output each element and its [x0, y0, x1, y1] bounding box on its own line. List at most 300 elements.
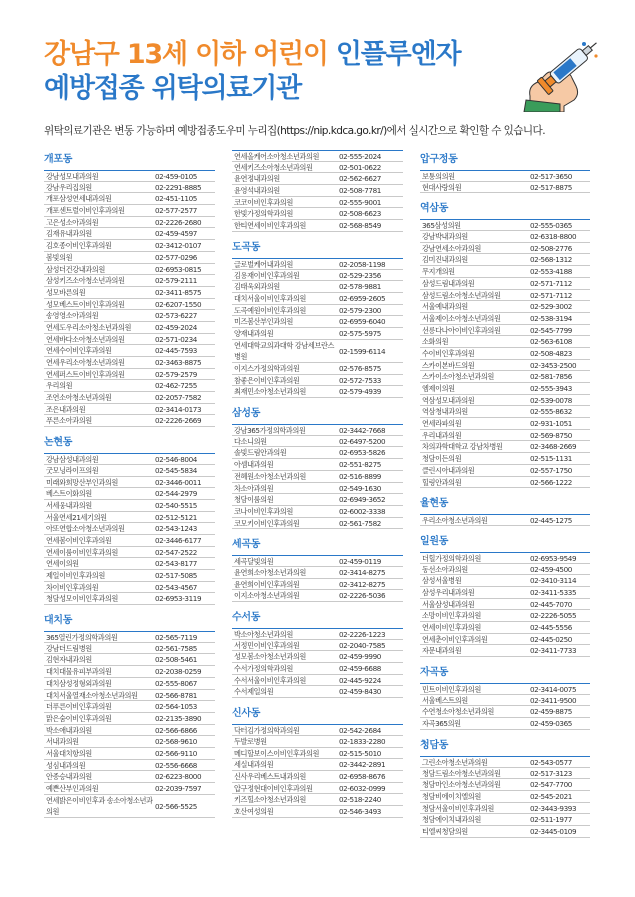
clinic-name: 김미진내과의원 [422, 255, 468, 265]
clinic-row [44, 465, 215, 477]
clinic-row [44, 488, 215, 500]
clinic-name: 송영영소아과의원 [46, 311, 99, 321]
clinic-phone: 02-563-6108 [530, 337, 572, 347]
clinic-name: 우리내과의원 [422, 430, 462, 440]
clinic-row [232, 447, 403, 459]
clinic-phone: 02-566-6866 [155, 725, 197, 735]
clinic-row [232, 663, 403, 675]
clinic-name: 닥터김가정의학과의원 [234, 726, 300, 735]
clinic-name: 차의과학대학교 강남차병원 [422, 442, 503, 452]
clinic-phone: 02-2226-5036 [339, 591, 386, 601]
clinic-row [44, 264, 215, 276]
clinic-row [232, 794, 403, 806]
clinic-row [420, 756, 590, 768]
clinic-row [232, 748, 403, 760]
clinic-name: 세곡달빛의원 [234, 557, 274, 566]
clinic-name: 자곡365의원 [422, 719, 461, 729]
clinic-row [44, 690, 215, 702]
clinic-phone: 02-568-8549 [339, 221, 381, 231]
district-heading: 압구정동 [420, 154, 458, 165]
clinic-row [420, 453, 590, 465]
clinic-row [232, 293, 403, 305]
clinic-phone: 02-517-3650 [530, 172, 572, 181]
clinic-phone: 02-553-4188 [530, 267, 572, 277]
clinic-name: 안종승내과의원 [46, 772, 92, 782]
clinic-name: 더힐가정의학과의원 [422, 553, 481, 563]
clinic-phone: 02-6959-6040 [339, 317, 386, 327]
clinic-name: 윤연희소아청소년과의원 [234, 567, 306, 577]
clinic-phone: 02-2135-3890 [155, 713, 202, 723]
clinic-phone: 02-2038-0259 [155, 667, 202, 677]
clinic-row [420, 564, 590, 576]
clinic-name: 선릉다나아이비인후과의원 [422, 325, 501, 335]
clinic-phone: 02-459-0119 [339, 557, 381, 567]
clinic-row [44, 535, 215, 547]
clinic-phone: 02-451-1105 [155, 194, 197, 204]
clinic-name: 청담성모이비인후과의원 [46, 594, 118, 604]
clinic-name: 맑은숨이비인후과의원 [46, 713, 112, 723]
clinic-row [44, 170, 215, 182]
column-3 [420, 150, 590, 838]
page-title [44, 38, 460, 106]
clinic-phone: 02-571-7112 [530, 278, 572, 288]
clinic-row [232, 590, 403, 602]
clinic-phone: 02-557-1750 [530, 465, 572, 475]
clinic-name: 서내과의원 [46, 737, 79, 747]
clinic-name: 연세우리소아청소년과의원 [46, 358, 125, 367]
title-orange-text: 강남구 13세 이하 어린이 [44, 39, 336, 70]
clinic-row [232, 483, 403, 495]
clinic-name: 서울제이소아청소년과의원 [422, 313, 501, 323]
clinic-phone: 02-517-5085 [155, 571, 197, 580]
clinic-row [420, 418, 590, 430]
clinic-row [420, 348, 590, 360]
clinic-phone: 02-3414-8275 [339, 567, 386, 577]
clinic-row [232, 162, 403, 174]
clinic-phone: 02-3411-7733 [530, 646, 577, 656]
clinic-row [44, 783, 215, 795]
clinic-row [420, 634, 590, 646]
clinic-name: 김현자내과의원 [46, 655, 92, 665]
clinic-row [420, 622, 590, 634]
clinic-phone: 02-555-0365 [530, 221, 572, 231]
clinic-row [420, 406, 590, 418]
clinic-row [420, 791, 590, 803]
district-heading: 논현동 [44, 437, 73, 449]
clinic-name: 개포센트럴이비인후과의원 [46, 206, 125, 216]
district-heading: 율현동 [420, 498, 449, 510]
notice-text: 위탁의료기관은 변동 가능하며 예방접종도우미 누리집(https://nip.kdca.go.kr/)에서 실시간으로 확인할 수 있습니다. [44, 125, 545, 137]
clinic-row [44, 477, 215, 489]
clinic-row [232, 424, 403, 436]
clinic-name: 윤연희이비인후과의원 [234, 579, 300, 589]
clinic-name: 이지소아청소년과의원 [234, 591, 300, 601]
clinic-name: 연세이비인후과의원 [422, 623, 481, 632]
clinic-row [420, 683, 590, 695]
clinic-phone: 02-6002-3338 [339, 506, 386, 516]
clinic-row [44, 240, 215, 252]
clinic-name: 스카이소아청소년과의원 [422, 372, 494, 382]
clinic-row [420, 718, 590, 730]
clinic-name: 박소애내과의원 [46, 725, 92, 735]
clinic-phone: 02-459-4597 [155, 229, 197, 239]
clinic-name: 서울예내과의원 [422, 302, 468, 312]
clinic-name: 소망이비인후과의원 [422, 611, 481, 621]
clinic-name: 봄빛의원 [46, 252, 73, 262]
clinic-name: 수서서울이비인후과의원 [234, 675, 306, 685]
clinic-row [44, 795, 215, 818]
clinic-name: 한빛가정의학과의원 [234, 209, 293, 219]
clinic-row [232, 736, 403, 748]
clinic-row [232, 724, 403, 736]
clinic-phone: 02-518-2240 [339, 795, 381, 805]
clinic-phone: 02-555-3943 [530, 384, 572, 393]
clinic-row [420, 430, 590, 442]
clinic-name: 베스트이화의원 [46, 489, 92, 499]
clinic-phone: 02-3411-8575 [155, 287, 202, 297]
clinic-phone: 02-3414-0075 [530, 685, 577, 695]
clinic-row [420, 514, 590, 526]
clinic-row [420, 371, 590, 383]
clinic-name: 김호종이비인후과의원 [46, 241, 112, 251]
clinic-row [44, 547, 215, 559]
clinic-name: 코나이비인후과의원 [234, 506, 293, 516]
clinic-name: 수연청소아청소년과의원 [422, 707, 494, 717]
title-line-2: 예방접종 위탁의료기관 [44, 73, 302, 104]
clinic-row [420, 706, 590, 718]
clinic-name: 세실내과의원 [234, 760, 274, 770]
title-blue-text: 인플루엔자 [335, 39, 461, 70]
clinic-row [44, 392, 215, 404]
district-heading: 세곡동 [232, 539, 261, 551]
clinic-name: 삼성더건강내과의원 [46, 264, 105, 274]
clinic-phone: 02-561-7585 [155, 643, 197, 653]
clinic-phone: 02-1833-2280 [339, 736, 386, 746]
clinic-name: 차소아과의원 [234, 483, 274, 493]
clinic-name: 힐링안과의원 [422, 477, 462, 487]
clinic-row [232, 185, 403, 197]
clinic-row [232, 363, 403, 375]
clinic-name: 연세올케어소아청소년과의원 [234, 152, 320, 161]
clinic-name: 솔빛드림안과의원 [234, 448, 287, 458]
clinic-name: 윤연정내과의원 [234, 174, 280, 184]
clinic-name: 삼성우리내과의원 [422, 587, 475, 597]
clinic-row [44, 666, 215, 678]
clinic-name: 강남박내과의원 [422, 232, 468, 242]
clinic-phone: 02-579-2300 [339, 305, 381, 315]
clinic-name: 강남더드림병원 [46, 643, 92, 653]
clinic-name: 아셈내과의원 [234, 460, 274, 470]
clinic-phone: 02-3445-0109 [530, 826, 577, 836]
clinic-phone: 02-459-8430 [339, 687, 381, 697]
clinic-phone: 02-562-6627 [339, 174, 381, 184]
clinic-name: 삼성키즈소아청소년과의원 [46, 276, 125, 286]
district-heading: 대치동 [44, 615, 73, 627]
clinic-phone: 02-6953-9549 [530, 553, 577, 563]
clinic-phone: 02-529-3002 [530, 302, 572, 312]
clinic-phone: 02-6318-8800 [530, 232, 577, 242]
clinic-row [420, 610, 590, 622]
clinic-row [420, 552, 590, 564]
clinic-name: 삼성서울병원 [422, 576, 462, 586]
clinic-phone: 02-3412-0107 [155, 241, 202, 251]
clinic-name: 365삼성의원 [422, 221, 461, 231]
clinic-phone: 02-3442-7668 [339, 426, 386, 436]
clinic-name: 무지개의원 [422, 267, 455, 277]
clinic-name: 예쁜산부인과의원 [46, 784, 99, 793]
clinic-phone: 02-566-9110 [155, 748, 197, 758]
clinic-row [420, 383, 590, 395]
clinic-row [44, 500, 215, 512]
clinic-row [420, 779, 590, 791]
clinic-name: 김태욱외과의원 [234, 282, 280, 292]
clinic-row [232, 436, 403, 448]
clinic-name: 참좋은이비인후과의원 [234, 375, 300, 385]
clinic-row [420, 336, 590, 348]
clinic-phone: 02-6959-2605 [339, 293, 386, 303]
clinic-row [420, 803, 590, 815]
clinic-phone: 02-459-8875 [530, 707, 572, 717]
clinic-row [232, 328, 403, 340]
clinic-phone: 02-459-2024 [155, 322, 197, 332]
clinic-row [232, 208, 403, 220]
clinic-phone: 02-517-3123 [530, 768, 572, 778]
clinic-row [232, 783, 403, 795]
clinic-phone: 02-538-3194 [530, 313, 572, 323]
clinic-phone: 02-540-5515 [155, 500, 197, 510]
clinic-row [420, 219, 590, 231]
clinic-phone: 02-555-8067 [155, 678, 197, 688]
clinic-phone: 02-3463-8875 [155, 358, 202, 367]
clinic-phone: 02-545-5834 [155, 465, 197, 475]
clinic-name: 성모봄소아청소년과의원 [234, 652, 306, 662]
clinic-phone: 02-508-4823 [530, 348, 572, 358]
clinic-phone: 02-462-7255 [155, 381, 197, 391]
clinic-name: 더푸른이비인후과의원 [46, 702, 112, 712]
column-2 [232, 150, 403, 818]
clinic-row [232, 518, 403, 530]
clinic-name: 개포삼성연세내과의원 [46, 194, 112, 204]
clinic-name: 삼성드림소아청소년과의원 [422, 290, 501, 300]
clinic-row [44, 512, 215, 524]
clinic-phone: 02-568-1312 [530, 255, 572, 265]
clinic-name: 강남연세소아과의원 [422, 243, 481, 253]
clinic-phone: 02-543-4567 [155, 582, 197, 592]
clinic-name: 전혜원소아청소년과의원 [234, 471, 306, 481]
clinic-row [420, 325, 590, 337]
clinic-phone: 02-578-9881 [339, 282, 381, 292]
clinic-row [420, 587, 590, 599]
clinic-row [44, 404, 215, 416]
clinic-row [44, 345, 215, 357]
clinic-row [232, 197, 403, 209]
column-1 [44, 150, 215, 818]
clinic-phone: 02-581-7856 [530, 372, 572, 382]
clinic-phone: 02-577-2577 [155, 206, 197, 216]
clinic-phone: 02-564-1053 [155, 702, 197, 712]
clinic-row [420, 182, 590, 194]
clinic-phone: 02-501-0622 [339, 162, 381, 172]
clinic-row [44, 275, 215, 287]
clinic-name: 연세대학교의과대학 강남세브란스병원 [234, 341, 335, 362]
clinic-phone: 02-508-7781 [339, 186, 381, 196]
clinic-row [44, 369, 215, 381]
clinic-name: 도곡예원이비인후과의원 [234, 305, 306, 315]
clinic-row [420, 575, 590, 587]
clinic-phone: 02-459-0365 [530, 719, 572, 729]
clinic-name: 365열린가정의학과의원 [46, 633, 118, 642]
clinic-name: 스카이본바드의원 [422, 360, 475, 370]
clinic-name: 티엘씨청담의원 [422, 826, 468, 836]
district-heading: 역삼동 [420, 203, 449, 215]
clinic-phone: 02-508-5461 [155, 655, 197, 665]
clinic-phone: 02-3411-9500 [530, 695, 577, 705]
clinic-name: 제일이비인후과의원 [46, 571, 105, 580]
clinic-phone: 02-445-1275 [530, 516, 572, 526]
clinic-row [420, 266, 590, 278]
clinic-phone: 02-516-8899 [339, 471, 381, 481]
clinic-phone: 02-6953-5826 [339, 448, 386, 458]
clinic-phone: 02-459-4500 [530, 564, 572, 574]
clinic-phone: 02-551-8275 [339, 460, 381, 470]
clinic-row [44, 570, 215, 582]
clinic-name: 호산여성의원 [234, 806, 274, 816]
clinic-row [232, 173, 403, 185]
clinic-row [44, 287, 215, 299]
clinic-phone: 02-569-8750 [530, 430, 572, 440]
clinic-phone: 02-6032-0999 [339, 783, 386, 793]
clinic-row [44, 310, 215, 322]
clinic-phone: 02-512-5121 [155, 512, 197, 522]
clinic-phone: 02-508-2776 [530, 243, 572, 253]
clinic-row [232, 258, 403, 270]
clinic-row [420, 301, 590, 313]
clinic-phone: 02-579-4939 [339, 387, 381, 397]
clinic-name: 미래와희망산부인과의원 [46, 477, 118, 487]
clinic-phone: 02-6958-8676 [339, 771, 386, 781]
clinic-row [232, 281, 403, 293]
clinic-name: 차이비인후과의원 [46, 582, 99, 592]
clinic-row [420, 313, 590, 325]
clinic-name: 서울대치항의원 [46, 748, 92, 758]
district-heading: 도곡동 [232, 241, 261, 253]
clinic-name: 서울연세21세기의원 [46, 512, 107, 522]
clinic-phone: 02-572-7533 [339, 375, 381, 385]
clinic-name: 연세도우리소아청소년과의원 [46, 322, 132, 332]
clinic-name: 강남365가정의학과의원 [234, 426, 306, 435]
clinic-phone: 02-2226-1223 [339, 630, 386, 640]
clinic-name: 키즈힐소아청소년과의원 [234, 795, 306, 805]
clinic-name: 이지스가정의학과의원 [234, 364, 300, 374]
clinic-name: 미즈봄산부인과의원 [234, 317, 293, 327]
clinic-name: 최재민소아청소년과의원 [234, 387, 306, 397]
clinic-name: 조은내과의원 [46, 404, 86, 414]
clinic-row [232, 579, 403, 591]
clinic-row [420, 360, 590, 372]
clinic-phone: 02-549-1630 [339, 483, 381, 493]
clinic-phone: 02-2226-2680 [155, 217, 202, 227]
clinic-phone: 02-2226-5055 [530, 611, 577, 621]
clinic-row [232, 640, 403, 652]
clinic-name: 푸른소아과의원 [46, 416, 92, 426]
clinic-phone: 02-445-7070 [530, 599, 572, 609]
clinic-name: 강남삼성내과의원 [46, 455, 99, 464]
clinic-phone: 02-2040-7585 [339, 640, 386, 650]
clinic-row [44, 182, 215, 194]
clinic-name: 조연소아청소년과의원 [46, 393, 112, 403]
clinic-phone: 02-3443-9393 [530, 803, 577, 813]
clinic-name: 연세이룸이비인후과의원 [46, 547, 118, 557]
clinic-row [232, 686, 403, 698]
clinic-name: 삼성드림내과의원 [422, 278, 475, 288]
clinic-row [44, 748, 215, 760]
clinic-name: 메디할보이스이비인후과의원 [234, 748, 320, 758]
district-heading: 일원동 [420, 535, 449, 547]
clinic-row [232, 567, 403, 579]
clinic-phone: 02-555-9001 [339, 197, 381, 207]
clinic-row [420, 477, 590, 489]
clinic-row [44, 252, 215, 264]
clinic-row [232, 675, 403, 687]
clinic-phone: 02-547-2522 [155, 547, 197, 557]
clinic-name: 박소아청소년과의원 [234, 630, 293, 639]
district-heading: 자곡동 [420, 667, 449, 679]
clinic-phone: 02-543-8177 [155, 559, 197, 569]
clinic-row [420, 645, 590, 657]
clinic-name: 보통의의원 [422, 172, 455, 181]
clinic-phone: 02-3468-2669 [530, 442, 577, 452]
clinic-phone: 02-2039-7597 [155, 784, 202, 793]
clinic-name: 우리의원 [46, 381, 73, 391]
clinic-name: 성모베스트이비인후과의원 [46, 299, 125, 309]
clinic-row [420, 441, 590, 453]
clinic-row [232, 375, 403, 387]
clinic-name: 성모바른의원 [46, 287, 86, 297]
clinic-name: 강남우리집의원 [46, 182, 92, 192]
clinic-row [44, 299, 215, 311]
clinic-name: 동선소아과의원 [422, 564, 468, 574]
clinic-name: 현대사랑의원 [422, 182, 462, 192]
clinic-row [44, 334, 215, 346]
clinic-row [420, 465, 590, 477]
clinic-phone: 02-931-1051 [530, 419, 572, 429]
clinic-row [232, 316, 403, 328]
clinic-name: 신사우리베스트내과의원 [234, 771, 306, 781]
clinic-phone: 02-575-5975 [339, 328, 381, 338]
clinic-name: 수이비인후과의원 [422, 348, 475, 358]
clinic-row [44, 631, 215, 643]
clinic-name: 청담비에이치엘의원 [422, 791, 481, 801]
clinic-name: 연세바다소아청소년과의원 [46, 334, 125, 344]
clinic-name: 클린시아내과의원 [422, 465, 475, 475]
clinic-name: 대치대물유피부과의원 [46, 667, 112, 677]
clinic-name: 연세춘이비인후과의원 [422, 634, 488, 644]
clinic-name: 김용재이비인후과의원 [234, 270, 300, 280]
clinic-name: 연세봄이비인후과의원 [46, 535, 112, 545]
clinic-row [44, 701, 215, 713]
district-heading: 삼성동 [232, 408, 261, 420]
clinic-row [232, 806, 403, 818]
clinic-phone: 02-579-2579 [155, 369, 197, 379]
clinic-phone: 02-6207-1550 [155, 299, 202, 309]
title-line-1 [44, 38, 460, 72]
clinic-phone: 02-576-8575 [339, 364, 381, 374]
clinic-row [232, 220, 403, 232]
clinic-name: 연세이의원 [46, 559, 79, 569]
clinic-name: 자문내과의원 [422, 646, 462, 656]
clinic-name: 그린소아청소년과의원 [422, 757, 488, 767]
clinic-row [232, 759, 403, 771]
